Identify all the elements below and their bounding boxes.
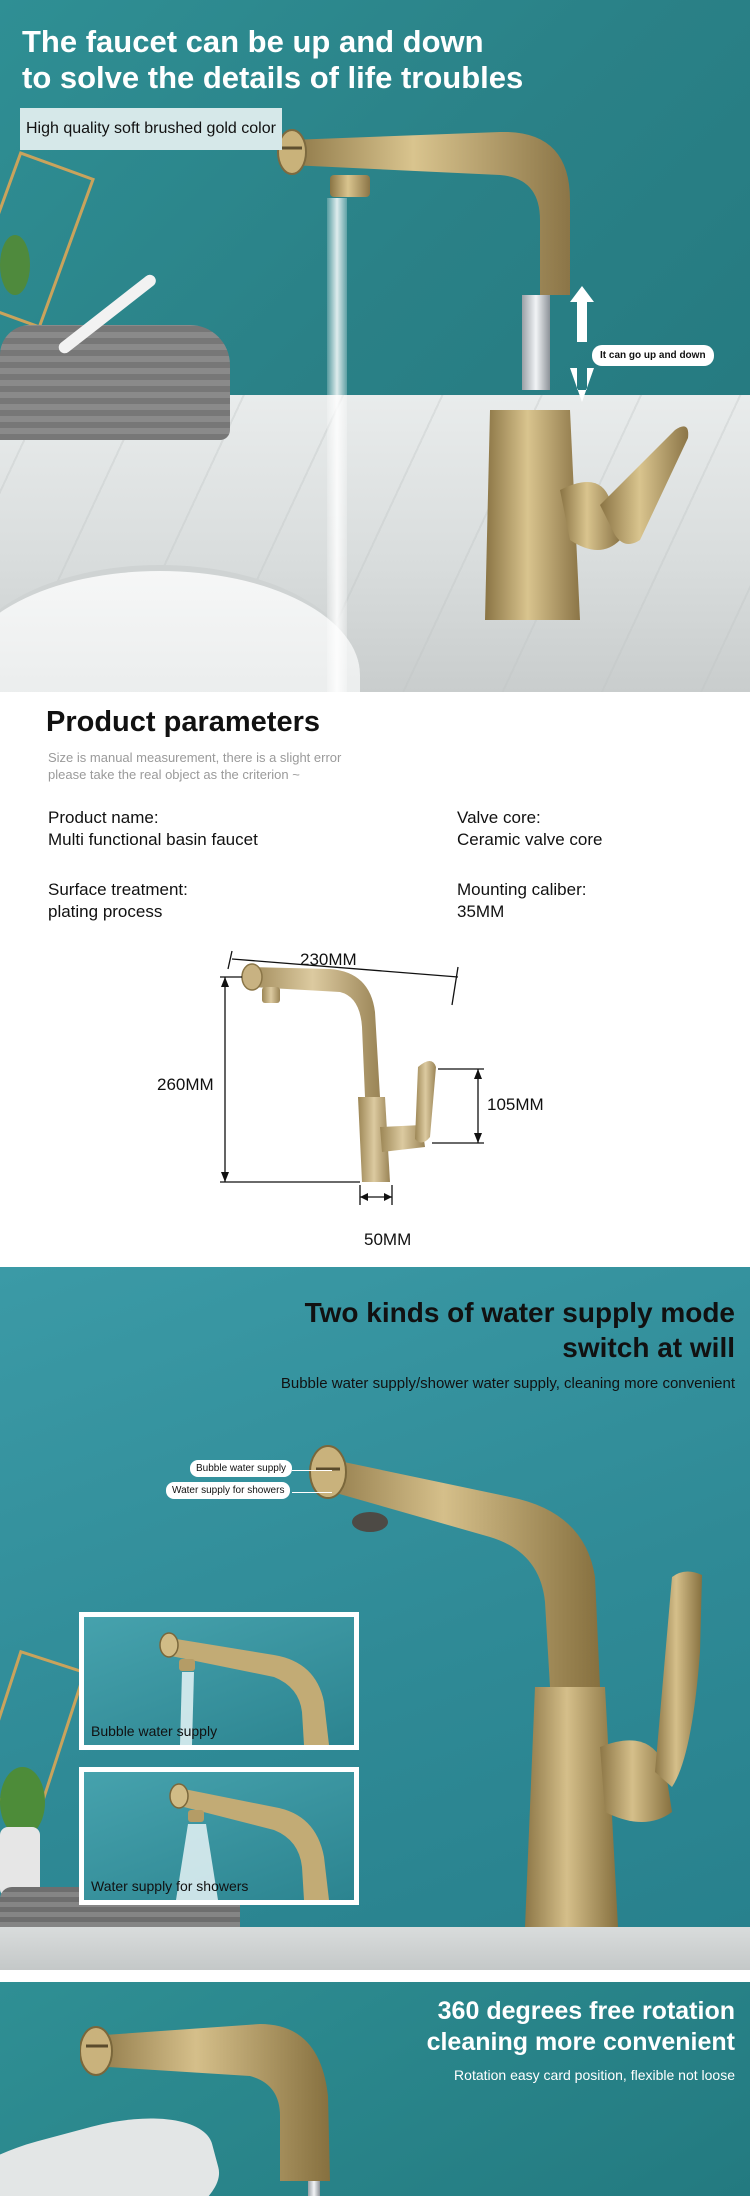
faucet-image-modes xyxy=(300,1427,720,1937)
dimension-handle: 105MM xyxy=(487,1095,544,1114)
spec-surface-treatment xyxy=(48,879,188,923)
spec-valve-core xyxy=(457,807,603,851)
spec-label: Product name: xyxy=(48,808,159,827)
spec-value: plating process xyxy=(48,902,163,921)
modes-subtitle: Bubble water supply/shower water supply, cleaning more convenient xyxy=(280,1375,735,1392)
inset-shower-mode xyxy=(79,1767,359,1905)
faucet-image-main xyxy=(270,120,710,640)
spec-value: 35MM xyxy=(457,902,505,921)
spec-value: Multi functional basin faucet xyxy=(48,830,258,849)
inset-bubble-mode xyxy=(79,1612,359,1750)
dimension-width: 230MM xyxy=(300,950,357,969)
spec-label: Surface treatment: xyxy=(48,880,188,899)
color-chip: High quality soft brushed gold color xyxy=(20,108,282,150)
water-modes-section xyxy=(0,1267,750,1970)
rotation-subtitle: Rotation easy card position, flexible not loose xyxy=(454,2067,735,2083)
rotation-section xyxy=(0,1982,750,2196)
hero-section xyxy=(0,0,750,692)
note-line-1: Size is manual measurement, there is a slight error xyxy=(48,750,342,765)
note-line-2: please take the real object as the criterion ~ xyxy=(48,767,300,782)
modes-title: Two kinds of water supply mode switch at will xyxy=(304,1297,735,1363)
hero-title: The faucet can be up and down to solve the details of life troubles xyxy=(22,24,524,95)
spec-label: Mounting caliber: xyxy=(457,880,587,899)
tag-connector xyxy=(292,1492,332,1493)
spec-mounting-caliber xyxy=(457,879,586,923)
dimension-height: 260MM xyxy=(157,1075,214,1094)
spec-product-name xyxy=(48,807,258,851)
folded-towel xyxy=(0,325,230,440)
faucet-image-rotation xyxy=(80,2006,380,2196)
spec-value: Ceramic valve core xyxy=(457,830,603,849)
tag-shower-water: Water supply for showers xyxy=(166,1482,290,1499)
section-divider xyxy=(0,1970,750,1982)
parameters-heading: Product parameters xyxy=(46,706,320,738)
spec-label: Valve core: xyxy=(457,808,541,827)
dimension-base: 50MM xyxy=(364,1230,412,1249)
parameters-section xyxy=(0,692,750,1267)
measurement-note xyxy=(48,749,341,783)
inset-caption-shower: Water supply for showers xyxy=(91,1878,249,1894)
up-down-callout: It can go up and down xyxy=(592,345,714,366)
tag-connector xyxy=(292,1470,332,1471)
tag-bubble-water: Bubble water supply xyxy=(190,1460,292,1477)
decor-plant xyxy=(0,235,30,295)
rotation-title: 360 degrees free rotation cleaning more convenient xyxy=(426,1997,735,2056)
faucet-dimension-diagram xyxy=(200,947,500,1207)
inset-caption-bubble: Bubble water supply xyxy=(91,1723,218,1739)
